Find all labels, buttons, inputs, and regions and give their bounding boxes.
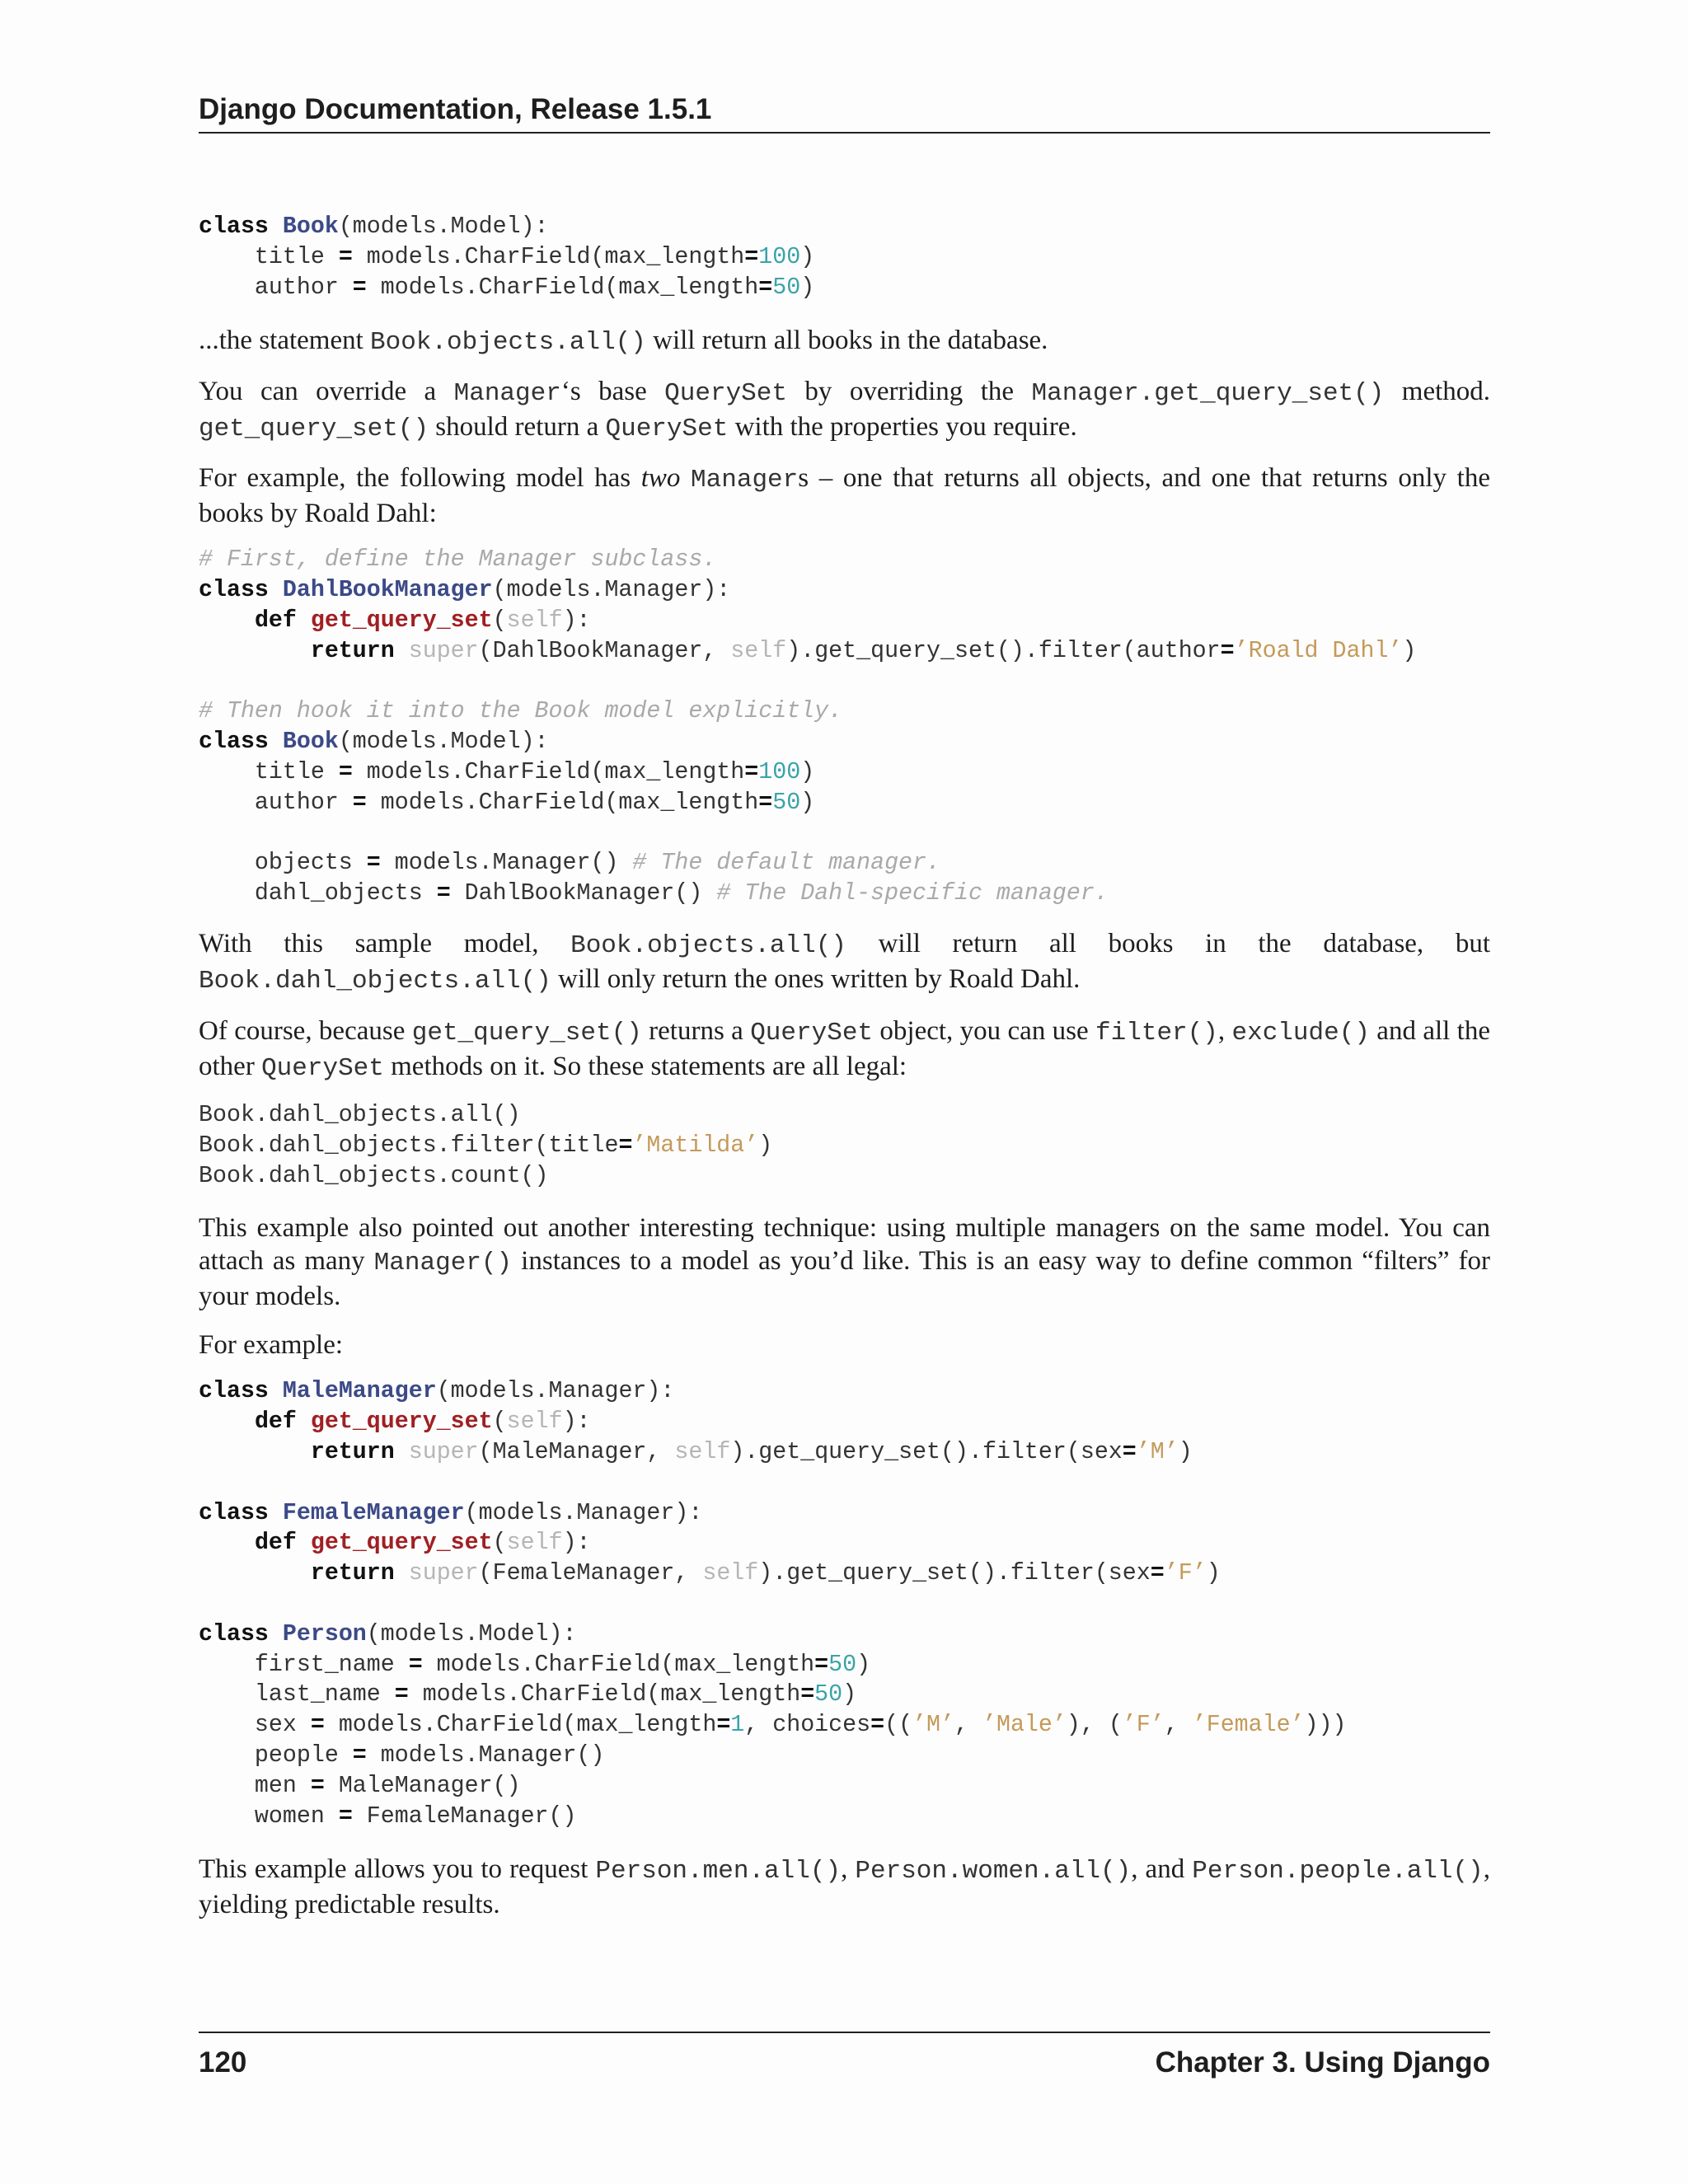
code-block-person-managers: class MaleManager(models.Manager): def get_query_set(self): return super(MaleManager, self).get_query_set().filter(sex=’M’) class FemaleManager(models.Manager): def get_query_set(self): return super(FemaleManager, self).get_query_set().filter(sex=’F’) class Person(models.Model): first_name = models.CharField(max_length=50) last_name = models.CharField(max_length=50) sex = models.CharField(max_length=1, choices=((’M’, ’Male’), (’F’, ’Female’))) people = models.Manager() men = MaleManager() women = FemaleManager() [199, 1378, 1347, 1830]
code-block-book-model: class Book(models.Model): title = models.CharField(max_length=100) author = models.CharField(max_length=50) [199, 213, 815, 301]
paragraph-two-managers: For example, the following model has two Managers – one that returns all objects, and one that returns only the books by Roald Dahl: [199, 463, 1490, 529]
page-header [199, 89, 1490, 134]
paragraph-multiple-managers: This example also pointed out another interesting technique: using multiple managers on the same model. You can attach as many Manager() instances to a model as you’d like. This is an easy way to define common “filters” for your models. [199, 1213, 1490, 1312]
chapter-title: Chapter 3. Using Django [1155, 2046, 1490, 2079]
paragraph-objects-all: ...the statement Book.objects.all() will return all books in the database. [199, 326, 1048, 358]
code-block-legal-statements: Book.dahl_objects.all() Book.dahl_objects.filter(title=’Matilda’) Book.dahl_objects.count() [199, 1101, 773, 1189]
page-footer [199, 2032, 1490, 2081]
paragraph-person-queries: This example allows you to request Person.men.all(), Person.women.all(), and Person.people.all(), yielding predictable results. [199, 1854, 1490, 1920]
paragraph-sample-model: With this sample model, Book.objects.all() will return all books in the database, but Book.dahl_objects.all() will only return the ones written by Roald Dahl. [199, 928, 1490, 996]
paragraph-queryset-methods: Of course, because get_query_set() returns a QuerySet object, you can use filter(), exclude() and all the other QuerySet methods on it. So these statements are all legal: [199, 1015, 1490, 1083]
code-block-dahl-manager: # First, define the Manager subclass. class DahlBookManager(models.Manager): def get_query_set(self): return super(DahlBookManager, self).get_query_set().filter(author=’Roald Dahl’) # Then hook it into the Book model explicitly. class Book(models.Model): title = models.CharField(max_length=100) author = models.CharField(max_length=50) objects = models.Manager() # The default manager. dahl_objects = DahlBookManager() # The Dahl-specific manager. [199, 546, 1417, 907]
header-title: Django Documentation, Release 1.5.1 [199, 93, 712, 125]
paragraph-for-example: For example: [199, 1330, 344, 1361]
page-content [199, 198, 1490, 1921]
paragraph-override-queryset: You can override a Manager‘s base QuerySet by overriding the Manager.get_query_set() method. get_query_set() should return a QuerySet with the properties you require. [199, 377, 1491, 444]
page-number: 120 [199, 2046, 247, 2079]
